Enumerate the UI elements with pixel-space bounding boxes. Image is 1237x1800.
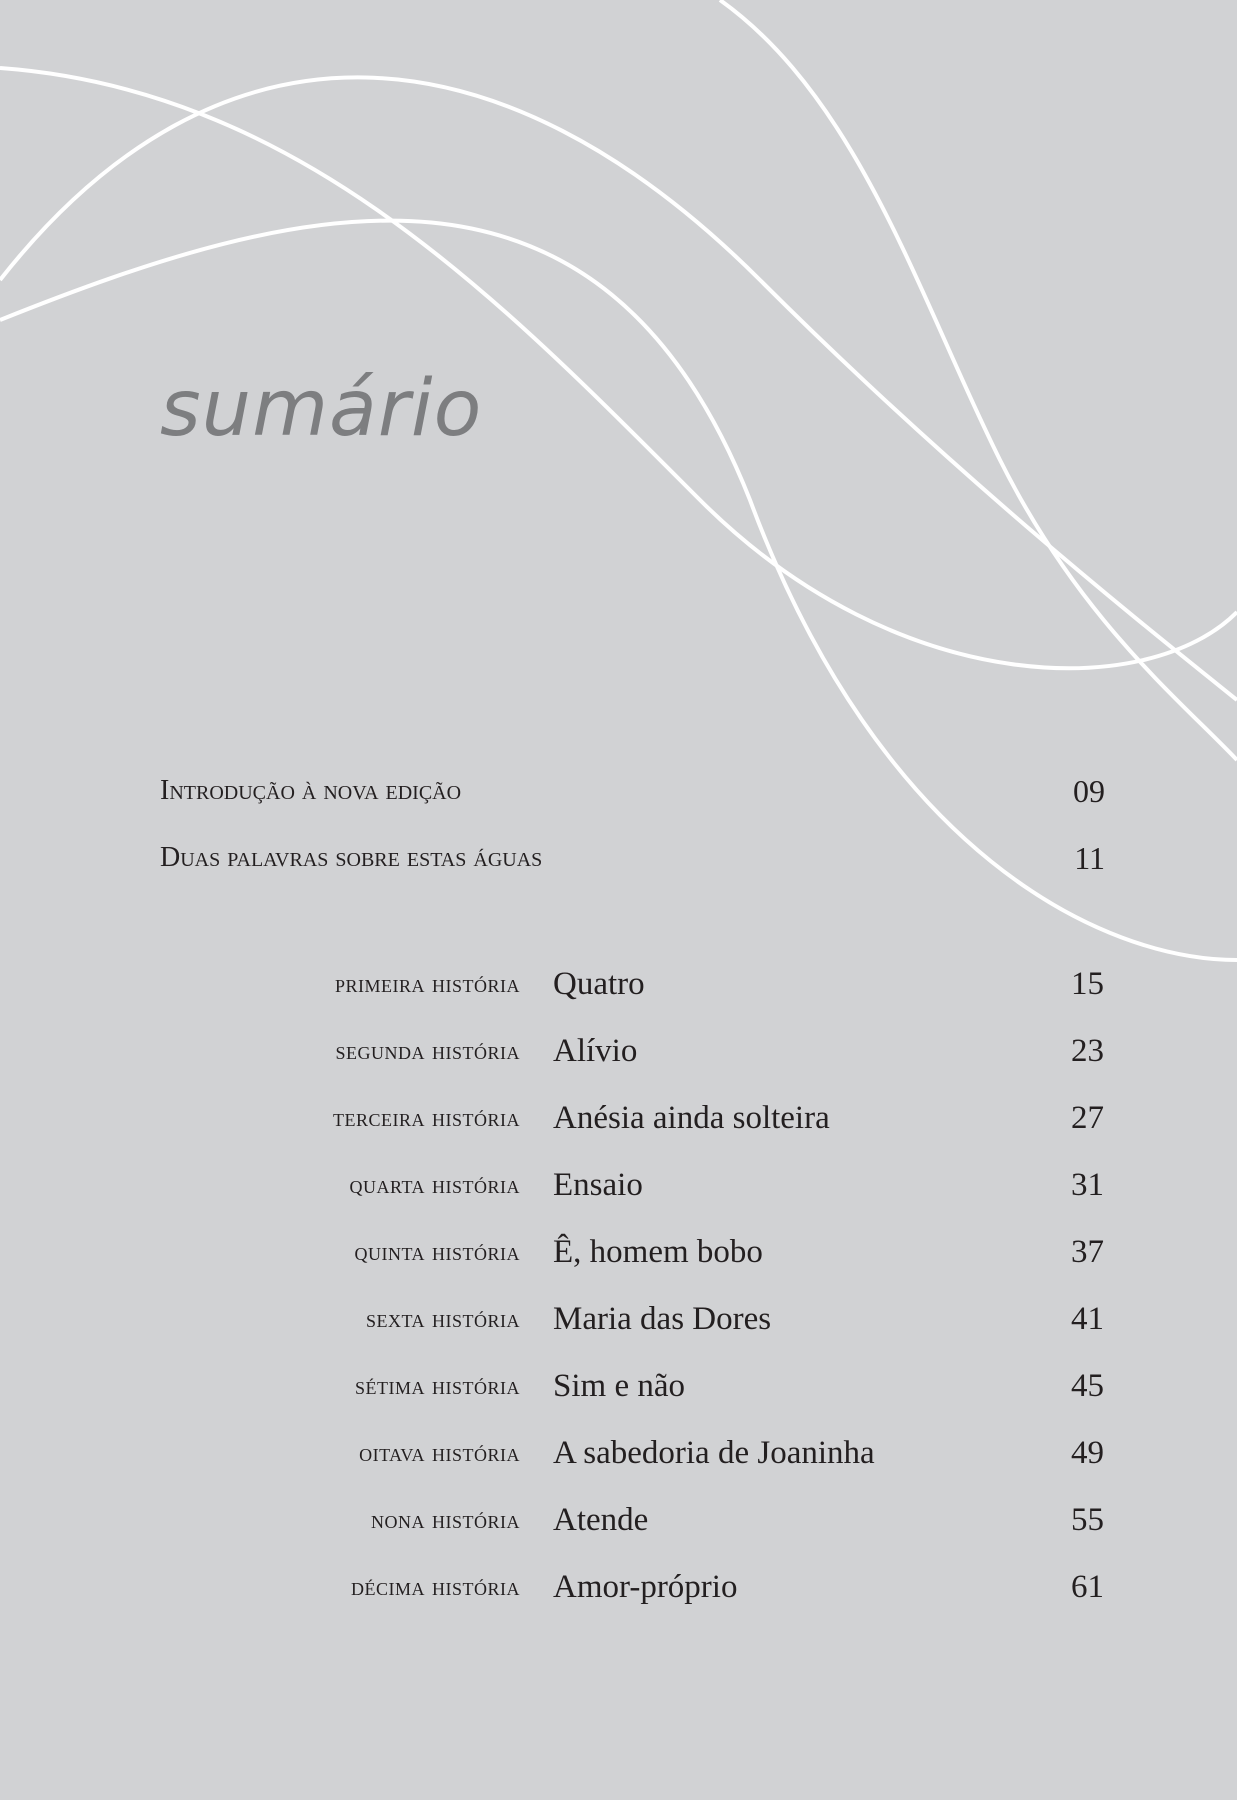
story-ordinal: segunda história [335,1036,520,1065]
toc-story-entry [0,1096,1237,1140]
toc-entry-label: Introdução à nova edição [160,775,462,806]
toc-page-number: 49 [1071,1435,1104,1471]
story-title: Anésia ainda solteira [553,1100,830,1136]
story-title: Atende [553,1502,649,1538]
toc-page-number: 37 [1071,1234,1104,1270]
story-ordinal: primeira história [334,969,520,998]
story-ordinal: quarta história [349,1170,520,1199]
toc-page-number: 55 [1071,1502,1104,1538]
story-title: Ê, homem bobo [553,1234,763,1270]
page-title: sumário [160,364,483,454]
toc-story-entry [0,1364,1237,1408]
toc-story-entry [0,1565,1237,1609]
toc-story-entry [0,1163,1237,1207]
story-title: Ensaio [553,1167,643,1203]
toc-page-number: 23 [1071,1033,1104,1069]
toc-intro-entry [160,771,1105,811]
story-title: Sim e não [553,1368,685,1404]
story-ordinal: sétima história [355,1371,520,1400]
toc-page-number: 09 [1073,773,1105,809]
toc-story-entry [0,1230,1237,1274]
toc-page-number: 41 [1071,1301,1104,1337]
toc-page-number: 31 [1071,1167,1104,1203]
story-ordinal: terceira história [333,1103,520,1132]
story-ordinal: décima história [351,1572,520,1601]
story-ordinal: oitava história [359,1438,520,1467]
toc-entry-label: Duas palavras sobre estas águas [160,842,543,873]
toc-intro-entry [160,838,1105,878]
toc-page-number: 27 [1071,1100,1104,1136]
toc-page-number: 11 [1074,840,1105,876]
story-title: Quatro [553,966,645,1002]
toc-story-entry [0,1029,1237,1073]
story-ordinal: nona história [371,1505,520,1534]
toc-page-number: 15 [1071,966,1104,1002]
toc-story-entry [0,1498,1237,1542]
toc-story-entry [0,1297,1237,1341]
toc-story-entry [0,962,1237,1006]
story-title: Alívio [553,1033,638,1069]
story-title: Amor-próprio [553,1569,738,1605]
wave-line-4 [720,0,1237,760]
story-title: A sabedoria de Joaninha [553,1435,875,1471]
story-title: Maria das Dores [553,1301,772,1337]
toc-story-entry [0,1431,1237,1475]
story-ordinal: sexta história [365,1304,520,1333]
toc-page-number: 45 [1071,1368,1104,1404]
toc-page-number: 61 [1071,1569,1104,1605]
story-ordinal: quinta história [354,1237,520,1266]
